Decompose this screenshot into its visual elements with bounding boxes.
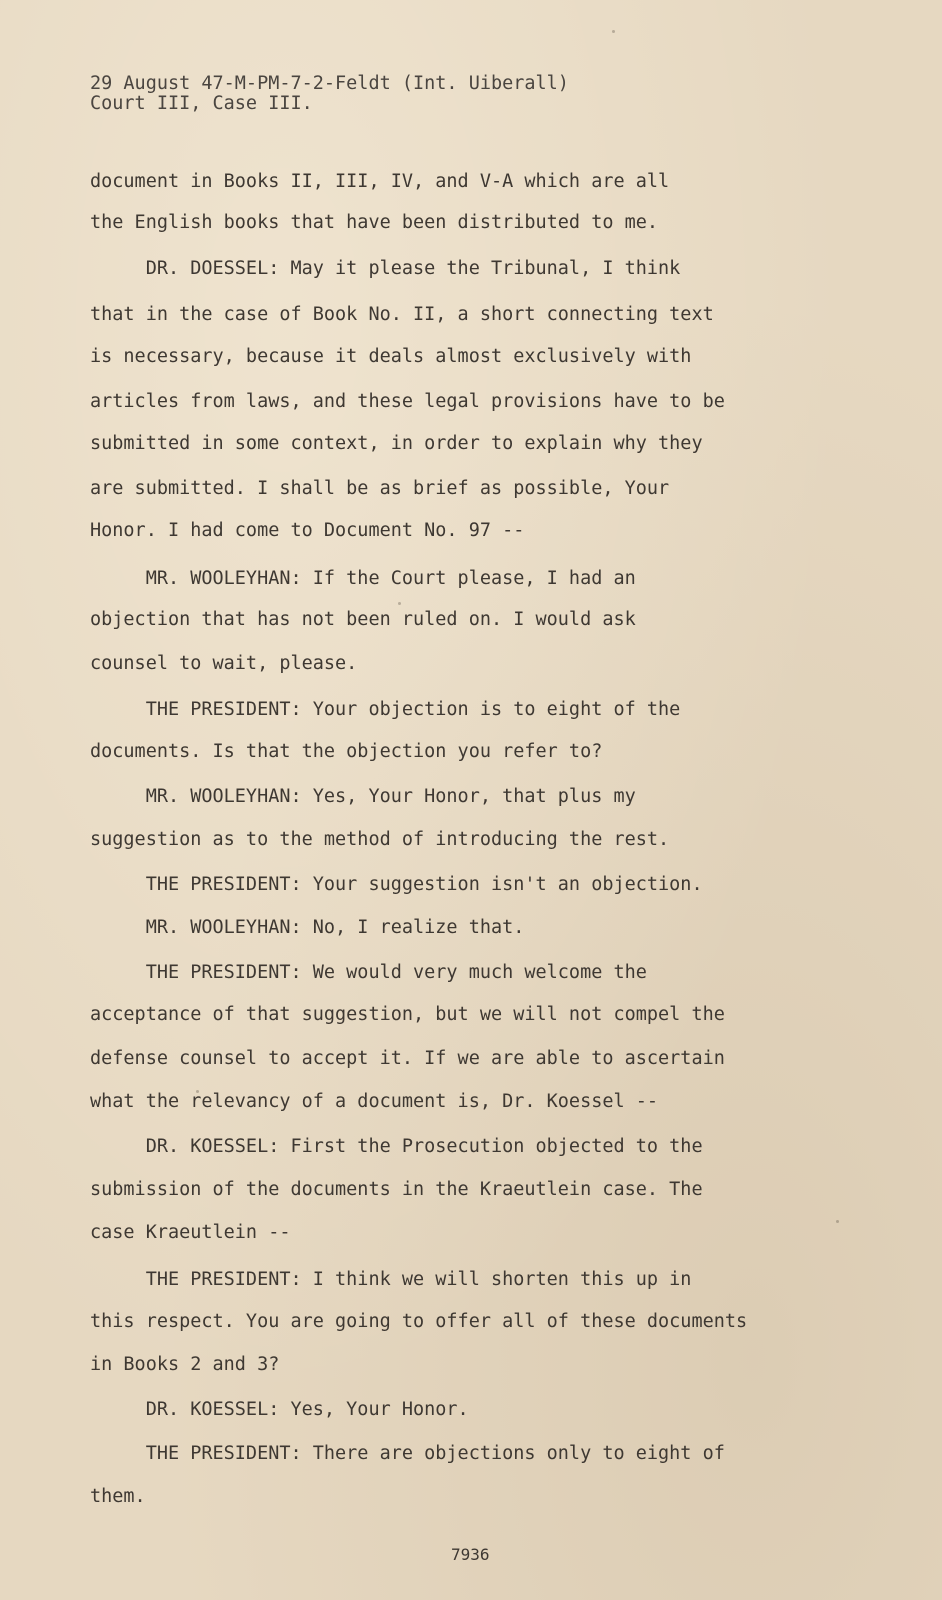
transcript-line: that in the case of Book No. II, a short connecting text bbox=[90, 304, 714, 325]
transcript-line: DR. DOESSEL: May it please the Tribunal, I think bbox=[90, 258, 681, 279]
transcript-line: DR. KOESSEL: First the Prosecution objected to the bbox=[90, 1136, 703, 1157]
transcript-line: THE PRESIDENT: There are objections only to eight of bbox=[90, 1443, 725, 1464]
transcript-line: MR. WOOLEYHAN: If the Court please, I had an bbox=[90, 568, 636, 589]
header-court-line: Court III, Case III. bbox=[90, 93, 313, 114]
transcript-line: case Kraeutlein -- bbox=[90, 1222, 291, 1243]
transcript-line: document in Books II, III, IV, and V-A which are all bbox=[90, 171, 670, 192]
transcript-line: objection that has not been ruled on. I would ask bbox=[90, 609, 636, 630]
paper-speck bbox=[836, 1220, 839, 1223]
transcript-line: THE PRESIDENT: We would very much welcome the bbox=[90, 962, 647, 983]
transcript-line: THE PRESIDENT: Your objection is to eight of the bbox=[90, 699, 681, 720]
transcript-line: MR. WOOLEYHAN: No, I realize that. bbox=[90, 917, 525, 938]
page-number: 7936 bbox=[451, 1545, 490, 1564]
transcript-line: them. bbox=[90, 1486, 146, 1507]
header-date-line: 29 August 47-M-PM-7-2-Feldt (Int. Uiberall) bbox=[90, 73, 569, 94]
transcript-line: counsel to wait, please. bbox=[90, 653, 358, 674]
transcript-line: THE PRESIDENT: Your suggestion isn't an objection. bbox=[90, 874, 703, 895]
transcript-line: articles from laws, and these legal provisions have to be bbox=[90, 391, 725, 412]
transcript-line: submitted in some context, in order to explain why they bbox=[90, 433, 703, 454]
transcript-line: this respect. You are going to offer all of these documents bbox=[90, 1311, 748, 1332]
transcript-line: are submitted. I shall be as brief as possible, Your bbox=[90, 478, 670, 499]
transcript-line: defense counsel to accept it. If we are able to ascertain bbox=[90, 1048, 725, 1069]
transcript-line: MR. WOOLEYHAN: Yes, Your Honor, that plus my bbox=[90, 786, 636, 807]
page-header bbox=[90, 74, 569, 114]
transcript-line: submission of the documents in the Kraeutlein case. The bbox=[90, 1179, 703, 1200]
transcript-line: DR. KOESSEL: Yes, Your Honor. bbox=[90, 1399, 469, 1420]
transcript-line: the English books that have been distributed to me. bbox=[90, 212, 659, 233]
transcript-line: what the relevancy of a document is, Dr. Koessel -- bbox=[90, 1091, 659, 1112]
paper-speck bbox=[398, 602, 401, 605]
transcript-line: suggestion as to the method of introducing the rest. bbox=[90, 829, 670, 850]
transcript-line: is necessary, because it deals almost exclusively with bbox=[90, 346, 692, 367]
paper-speck bbox=[612, 30, 615, 33]
transcript-line: THE PRESIDENT: I think we will shorten this up in bbox=[90, 1269, 692, 1290]
transcript-line: in Books 2 and 3? bbox=[90, 1354, 280, 1375]
transcript-line: acceptance of that suggestion, but we will not compel the bbox=[90, 1004, 725, 1025]
transcript-line: Honor. I had come to Document No. 97 -- bbox=[90, 520, 525, 541]
paper-speck bbox=[196, 1090, 199, 1093]
transcript-line: documents. Is that the objection you refer to? bbox=[90, 741, 603, 762]
